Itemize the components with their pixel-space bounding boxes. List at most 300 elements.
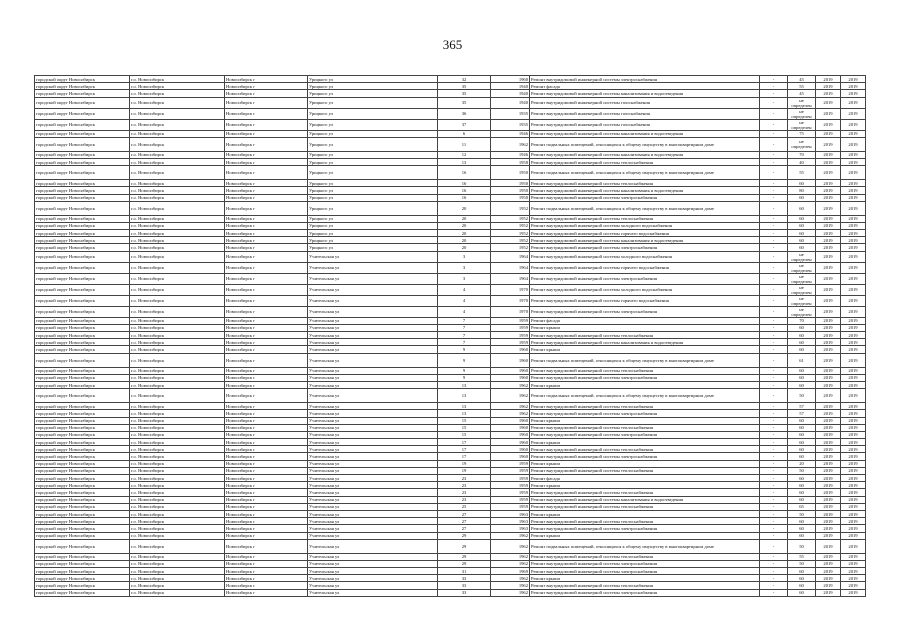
end-year-cell: 2019	[841, 467, 866, 474]
city-cell: Новосибирск г	[225, 525, 308, 532]
street-cell: Учительская ул	[308, 582, 438, 589]
year-built-cell: 1963	[491, 510, 530, 517]
table-row	[35, 460, 866, 467]
start-year-cell: 2019	[816, 453, 841, 460]
year-built-cell: 1935	[491, 119, 530, 130]
municipality-cell: городской округ Новосибирск	[35, 317, 130, 324]
table-row	[35, 553, 866, 560]
city-cell: Новосибирск г	[225, 230, 308, 237]
city-cell: Новосибирск г	[225, 539, 308, 553]
municipality-cell: городской округ Новосибирск	[35, 262, 130, 273]
work-type-cell: Ремонт внутридомовой инженерной системы теплоснабжения	[530, 367, 760, 374]
city-cell: Новосибирск г	[225, 237, 308, 244]
house-number-cell: 3	[438, 251, 491, 262]
start-year-cell: 2019	[816, 525, 841, 532]
year-built-cell: 1962	[491, 389, 530, 403]
settlement-cell: г.о. Новосибирск	[130, 374, 225, 381]
table-row	[35, 589, 866, 596]
settlement-cell: г.о. Новосибирск	[130, 90, 225, 97]
street-cell: Учительская ул	[308, 439, 438, 446]
dash-cell: -	[760, 374, 788, 381]
end-year-cell: 2019	[841, 410, 866, 417]
table-row	[35, 575, 866, 582]
work-type-cell: Ремонт внутридомовой инженерной системы канализования и водоотведения	[530, 496, 760, 503]
settlement-cell: г.о. Новосибирск	[130, 324, 225, 331]
street-cell: Учительская ул	[308, 518, 438, 525]
dash-cell: -	[760, 532, 788, 539]
municipality-cell: городской округ Новосибирск	[35, 83, 130, 90]
street-cell: Учительская ул	[308, 489, 438, 496]
city-cell: Новосибирск г	[225, 460, 308, 467]
city-cell: Новосибирск г	[225, 410, 308, 417]
dash-cell: -	[760, 439, 788, 446]
house-number-cell: 6	[438, 130, 491, 137]
street-cell: Урицкого ул	[308, 180, 438, 187]
street-cell: Урицкого ул	[308, 166, 438, 180]
city-cell: Новосибирск г	[225, 353, 308, 367]
settlement-cell: г.о. Новосибирск	[130, 568, 225, 575]
work-type-cell: Ремонт внутридомовой инженерной системы канализования и водоотведения	[530, 151, 760, 158]
street-cell: Учительская ул	[308, 446, 438, 453]
start-year-cell: 2019	[816, 83, 841, 90]
table-row	[35, 151, 866, 158]
work-type-cell: Ремонт внутридомовой инженерной системы электроснабжения	[530, 306, 760, 317]
dash-cell: -	[760, 582, 788, 589]
dash-cell: -	[760, 446, 788, 453]
settlement-cell: г.о. Новосибирск	[130, 317, 225, 324]
end-year-cell: 2019	[841, 525, 866, 532]
street-cell: Учительская ул	[308, 317, 438, 324]
start-year-cell: 2019	[816, 553, 841, 560]
work-type-cell: Ремонт внутридомовой инженерной системы канализования и водоотведения	[530, 187, 760, 194]
table-row	[35, 137, 866, 151]
work-type-cell: Ремонт подвальных помещений, относящихся к общему имуществу в многоквартирном доме	[530, 353, 760, 367]
dash-cell: -	[760, 539, 788, 553]
dash-cell: -	[760, 166, 788, 180]
house-number-cell: 13	[438, 158, 491, 165]
municipality-cell: городской округ Новосибирск	[35, 130, 130, 137]
start-year-cell: 2019	[816, 424, 841, 431]
house-number-cell: 36	[438, 108, 491, 119]
municipality-cell: городской округ Новосибирск	[35, 237, 130, 244]
dash-cell: -	[760, 381, 788, 388]
year-built-cell: 1940	[491, 90, 530, 97]
city-cell: Новосибирск г	[225, 194, 308, 201]
start-year-cell: 2019	[816, 306, 841, 317]
start-year-cell: 2019	[816, 244, 841, 251]
city-cell: Новосибирск г	[225, 518, 308, 525]
wear-cell: 60	[788, 346, 816, 353]
table-row	[35, 367, 866, 374]
municipality-cell: городской округ Новосибирск	[35, 475, 130, 482]
municipality-cell: городской округ Новосибирск	[35, 158, 130, 165]
table-row	[35, 295, 866, 306]
year-built-cell: 1964	[491, 251, 530, 262]
start-year-cell: 2019	[816, 237, 841, 244]
street-cell: Учительская ул	[308, 273, 438, 284]
start-year-cell: 2019	[816, 201, 841, 215]
city-cell: Новосибирск г	[225, 446, 308, 453]
year-built-cell: 1964	[491, 273, 530, 284]
city-cell: Новосибирск г	[225, 97, 308, 108]
end-year-cell: 2019	[841, 453, 866, 460]
end-year-cell: 2019	[841, 137, 866, 151]
municipality-cell: городской округ Новосибирск	[35, 503, 130, 510]
work-type-cell: Ремонт крыши	[530, 460, 760, 467]
end-year-cell: 2019	[841, 130, 866, 137]
settlement-cell: г.о. Новосибирск	[130, 108, 225, 119]
street-cell: Учительская ул	[308, 510, 438, 517]
street-cell: Урицкого ул	[308, 137, 438, 151]
dash-cell: -	[760, 119, 788, 130]
street-cell: Учительская ул	[308, 503, 438, 510]
work-type-cell: Ремонт внутридомовой инженерной системы электроснабжения	[530, 568, 760, 575]
table-row	[35, 119, 866, 130]
settlement-cell: г.о. Новосибирск	[130, 119, 225, 130]
work-type-cell: Ремонт внутридомовой инженерной системы горячего водоснабжения	[530, 230, 760, 237]
work-type-cell: Ремонт подвальных помещений, относящихся к общему имуществу в многоквартирном доме	[530, 137, 760, 151]
year-built-cell: 1959	[491, 460, 530, 467]
table-row	[35, 215, 866, 222]
street-cell: Учительская ул	[308, 475, 438, 482]
year-built-cell: 1952	[491, 222, 530, 229]
city-cell: Новосибирск г	[225, 295, 308, 306]
dash-cell: -	[760, 367, 788, 374]
year-built-cell: 1959	[491, 489, 530, 496]
wear-cell: 57	[788, 403, 816, 410]
year-built-cell: 1959	[491, 339, 530, 346]
house-number-cell: 32	[438, 76, 491, 83]
wear-cell: 60	[788, 582, 816, 589]
street-cell: Учительская ул	[308, 575, 438, 582]
house-number-cell: 13	[438, 381, 491, 388]
house-number-cell: 20	[438, 215, 491, 222]
wear-cell: 20	[788, 460, 816, 467]
dash-cell: -	[760, 553, 788, 560]
municipality-cell: городской округ Новосибирск	[35, 284, 130, 295]
work-type-cell: Ремонт внутридомовой инженерной системы канализования и водоотведения	[530, 237, 760, 244]
street-cell: Урицкого ул	[308, 244, 438, 251]
year-built-cell: 1950	[491, 194, 530, 201]
city-cell: Новосибирск г	[225, 76, 308, 83]
house-number-cell: 17	[438, 439, 491, 446]
dash-cell: -	[760, 575, 788, 582]
municipality-cell: городской округ Новосибирск	[35, 151, 130, 158]
start-year-cell: 2019	[816, 180, 841, 187]
end-year-cell: 2019	[841, 317, 866, 324]
start-year-cell: 2019	[816, 403, 841, 410]
municipality-cell: городской округ Новосибирск	[35, 215, 130, 222]
wear-cell: 80	[788, 187, 816, 194]
start-year-cell: 2019	[816, 230, 841, 237]
city-cell: Новосибирск г	[225, 489, 308, 496]
start-year-cell: 2019	[816, 496, 841, 503]
work-type-cell: Ремонт фасада	[530, 317, 760, 324]
work-type-cell: Ремонт внутридомовой инженерной системы электроснабжения	[530, 410, 760, 417]
work-type-cell: Ремонт крыши	[530, 417, 760, 424]
street-cell: Учительская ул	[308, 532, 438, 539]
year-built-cell: 1960	[491, 439, 530, 446]
city-cell: Новосибирск г	[225, 403, 308, 410]
city-cell: Новосибирск г	[225, 475, 308, 482]
start-year-cell: 2019	[816, 151, 841, 158]
municipality-cell: городской округ Новосибирск	[35, 339, 130, 346]
year-built-cell: 1960	[491, 346, 530, 353]
work-type-cell: Ремонт внутридомовой инженерной системы электроснабжения	[530, 589, 760, 596]
wear-cell: не определен	[788, 137, 816, 151]
street-cell: Урицкого ул	[308, 222, 438, 229]
year-built-cell: 1952	[491, 230, 530, 237]
table-row	[35, 194, 866, 201]
end-year-cell: 2019	[841, 251, 866, 262]
wear-cell: 57	[788, 410, 816, 417]
settlement-cell: г.о. Новосибирск	[130, 467, 225, 474]
dash-cell: -	[760, 76, 788, 83]
wear-cell: 60	[788, 424, 816, 431]
end-year-cell: 2019	[841, 83, 866, 90]
dash-cell: -	[760, 560, 788, 567]
street-cell: Урицкого ул	[308, 187, 438, 194]
end-year-cell: 2019	[841, 119, 866, 130]
end-year-cell: 2019	[841, 510, 866, 517]
street-cell: Учительская ул	[308, 389, 438, 403]
municipality-cell: городской округ Новосибирск	[35, 532, 130, 539]
table-row	[35, 532, 866, 539]
repair-register-table	[34, 75, 866, 597]
city-cell: Новосибирск г	[225, 589, 308, 596]
table-row	[35, 97, 866, 108]
settlement-cell: г.о. Новосибирск	[130, 130, 225, 137]
start-year-cell: 2019	[816, 273, 841, 284]
wear-cell: 45	[788, 76, 816, 83]
municipality-cell: городской округ Новосибирск	[35, 560, 130, 567]
table-row	[35, 262, 866, 273]
start-year-cell: 2019	[816, 339, 841, 346]
settlement-cell: г.о. Новосибирск	[130, 460, 225, 467]
municipality-cell: городской округ Новосибирск	[35, 575, 130, 582]
work-type-cell: Ремонт внутридомовой инженерной системы электроснабжения	[530, 76, 760, 83]
municipality-cell: городской округ Новосибирск	[35, 518, 130, 525]
end-year-cell: 2019	[841, 446, 866, 453]
year-built-cell: 1952	[491, 215, 530, 222]
table-row	[35, 251, 866, 262]
wear-cell: 60	[788, 439, 816, 446]
year-built-cell: 1962	[491, 560, 530, 567]
end-year-cell: 2019	[841, 324, 866, 331]
start-year-cell: 2019	[816, 76, 841, 83]
table-row	[35, 108, 866, 119]
street-cell: Урицкого ул	[308, 158, 438, 165]
end-year-cell: 2019	[841, 532, 866, 539]
start-year-cell: 2019	[816, 503, 841, 510]
municipality-cell: городской округ Новосибирск	[35, 453, 130, 460]
work-type-cell: Ремонт внутридомовой инженерной системы теплоснабжения	[530, 158, 760, 165]
city-cell: Новосибирск г	[225, 374, 308, 381]
table-row	[35, 317, 866, 324]
work-type-cell: Ремонт подвальных помещений, относящихся к общему имуществу в многоквартирном доме	[530, 539, 760, 553]
city-cell: Новосибирск г	[225, 453, 308, 460]
house-number-cell: 9	[438, 367, 491, 374]
settlement-cell: г.о. Новосибирск	[130, 475, 225, 482]
wear-cell: 60	[788, 417, 816, 424]
table-row	[35, 410, 866, 417]
table-row	[35, 284, 866, 295]
end-year-cell: 2019	[841, 431, 866, 438]
street-cell: Учительская ул	[308, 374, 438, 381]
page-number: 365	[442, 37, 463, 52]
work-type-cell: Ремонт крыши	[530, 346, 760, 353]
municipality-cell: городской округ Новосибирск	[35, 90, 130, 97]
year-built-cell: 1950	[491, 180, 530, 187]
house-number-cell: 13	[438, 389, 491, 403]
end-year-cell: 2019	[841, 158, 866, 165]
house-number-cell: 29	[438, 539, 491, 553]
start-year-cell: 2019	[816, 346, 841, 353]
settlement-cell: г.о. Новосибирск	[130, 284, 225, 295]
settlement-cell: г.о. Новосибирск	[130, 215, 225, 222]
house-number-cell: 27	[438, 525, 491, 532]
municipality-cell: городской округ Новосибирск	[35, 230, 130, 237]
street-cell: Учительская ул	[308, 496, 438, 503]
settlement-cell: г.о. Новосибирск	[130, 403, 225, 410]
end-year-cell: 2019	[841, 560, 866, 567]
end-year-cell: 2019	[841, 518, 866, 525]
table-row	[35, 539, 866, 553]
house-number-cell: 16	[438, 166, 491, 180]
municipality-cell: городской округ Новосибирск	[35, 439, 130, 446]
end-year-cell: 2019	[841, 568, 866, 575]
municipality-cell: городской округ Новосибирск	[35, 582, 130, 589]
house-number-cell: 9	[438, 374, 491, 381]
year-built-cell: 1962	[491, 582, 530, 589]
table-row	[35, 222, 866, 229]
street-cell: Учительская ул	[308, 417, 438, 424]
year-built-cell: 1962	[491, 410, 530, 417]
municipality-cell: городской округ Новосибирск	[35, 467, 130, 474]
wear-cell: 70	[788, 317, 816, 324]
table-row	[35, 582, 866, 589]
work-type-cell: Ремонт внутридомовой инженерной системы теплоснабжения	[530, 503, 760, 510]
wear-cell: 60	[788, 496, 816, 503]
municipality-cell: городской округ Новосибирск	[35, 389, 130, 403]
year-built-cell: 1959	[491, 475, 530, 482]
year-built-cell: 1964	[491, 262, 530, 273]
house-number-cell: 15	[438, 431, 491, 438]
work-type-cell: Ремонт крыши	[530, 532, 760, 539]
municipality-cell: городской округ Новосибирск	[35, 568, 130, 575]
settlement-cell: г.о. Новосибирск	[130, 439, 225, 446]
house-number-cell: 33	[438, 575, 491, 582]
dash-cell: -	[760, 324, 788, 331]
municipality-cell: городской округ Новосибирск	[35, 489, 130, 496]
table-row	[35, 187, 866, 194]
dash-cell: -	[760, 151, 788, 158]
municipality-cell: городской округ Новосибирск	[35, 201, 130, 215]
house-number-cell: 19	[438, 467, 491, 474]
start-year-cell: 2019	[816, 374, 841, 381]
municipality-cell: городской округ Новосибирск	[35, 324, 130, 331]
municipality-cell: городской округ Новосибирск	[35, 194, 130, 201]
house-number-cell: 27	[438, 518, 491, 525]
street-cell: Учительская ул	[308, 403, 438, 410]
dash-cell: -	[760, 90, 788, 97]
work-type-cell: Ремонт внутридомовой инженерной системы электроснабжения	[530, 194, 760, 201]
house-number-cell: 4	[438, 284, 491, 295]
year-built-cell: 1960	[491, 367, 530, 374]
dash-cell: -	[760, 460, 788, 467]
start-year-cell: 2019	[816, 130, 841, 137]
end-year-cell: 2019	[841, 201, 866, 215]
city-cell: Новосибирск г	[225, 575, 308, 582]
table-row	[35, 332, 866, 339]
year-built-cell: 1950	[491, 187, 530, 194]
dash-cell: -	[760, 222, 788, 229]
year-built-cell: 1960	[491, 417, 530, 424]
house-number-cell: 35	[438, 83, 491, 90]
municipality-cell: городской округ Новосибирск	[35, 251, 130, 262]
year-built-cell: 1962	[491, 539, 530, 553]
work-type-cell: Ремонт внутридомовой инженерной системы горячего водоснабжения	[530, 295, 760, 306]
wear-cell: 55	[788, 166, 816, 180]
work-type-cell: Ремонт внутридомовой инженерной системы электроснабжения	[530, 525, 760, 532]
wear-cell: 61	[788, 353, 816, 367]
municipality-cell: городской округ Новосибирск	[35, 539, 130, 553]
end-year-cell: 2019	[841, 306, 866, 317]
start-year-cell: 2019	[816, 518, 841, 525]
settlement-cell: г.о. Новосибирск	[130, 560, 225, 567]
work-type-cell: Ремонт внутридомовой инженерной системы теплоснабжения	[530, 553, 760, 560]
city-cell: Новосибирск г	[225, 439, 308, 446]
end-year-cell: 2019	[841, 166, 866, 180]
year-built-cell: 1963	[491, 518, 530, 525]
start-year-cell: 2019	[816, 389, 841, 403]
municipality-cell: городской округ Новосибирск	[35, 273, 130, 284]
table-row	[35, 496, 866, 503]
start-year-cell: 2019	[816, 575, 841, 582]
street-cell: Учительская ул	[308, 568, 438, 575]
street-cell: Учительская ул	[308, 424, 438, 431]
work-type-cell: Ремонт внутридомовой инженерной системы теплоснабжения	[530, 489, 760, 496]
municipality-cell: городской округ Новосибирск	[35, 166, 130, 180]
city-cell: Новосибирск г	[225, 180, 308, 187]
table-row	[35, 158, 866, 165]
municipality-cell: городской округ Новосибирск	[35, 589, 130, 596]
house-number-cell: 17	[438, 453, 491, 460]
start-year-cell: 2019	[816, 539, 841, 553]
start-year-cell: 2019	[816, 482, 841, 489]
street-cell: Урицкого ул	[308, 97, 438, 108]
year-built-cell: 1958	[491, 158, 530, 165]
dash-cell: -	[760, 410, 788, 417]
table-row	[35, 306, 866, 317]
start-year-cell: 2019	[816, 295, 841, 306]
wear-cell: не определен	[788, 306, 816, 317]
house-number-cell: 33	[438, 582, 491, 589]
wear-cell: 60	[788, 222, 816, 229]
wear-cell: 50	[788, 389, 816, 403]
dash-cell: -	[760, 237, 788, 244]
city-cell: Новосибирск г	[225, 324, 308, 331]
house-number-cell: 31	[438, 568, 491, 575]
municipality-cell: городской округ Новосибирск	[35, 108, 130, 119]
table-row	[35, 403, 866, 410]
work-type-cell: Ремонт внутридомовой инженерной системы теплоснабжения	[530, 424, 760, 431]
city-cell: Новосибирск г	[225, 381, 308, 388]
settlement-cell: г.о. Новосибирск	[130, 496, 225, 503]
work-type-cell: Ремонт крыши	[530, 510, 760, 517]
dash-cell: -	[760, 284, 788, 295]
dash-cell: -	[760, 417, 788, 424]
